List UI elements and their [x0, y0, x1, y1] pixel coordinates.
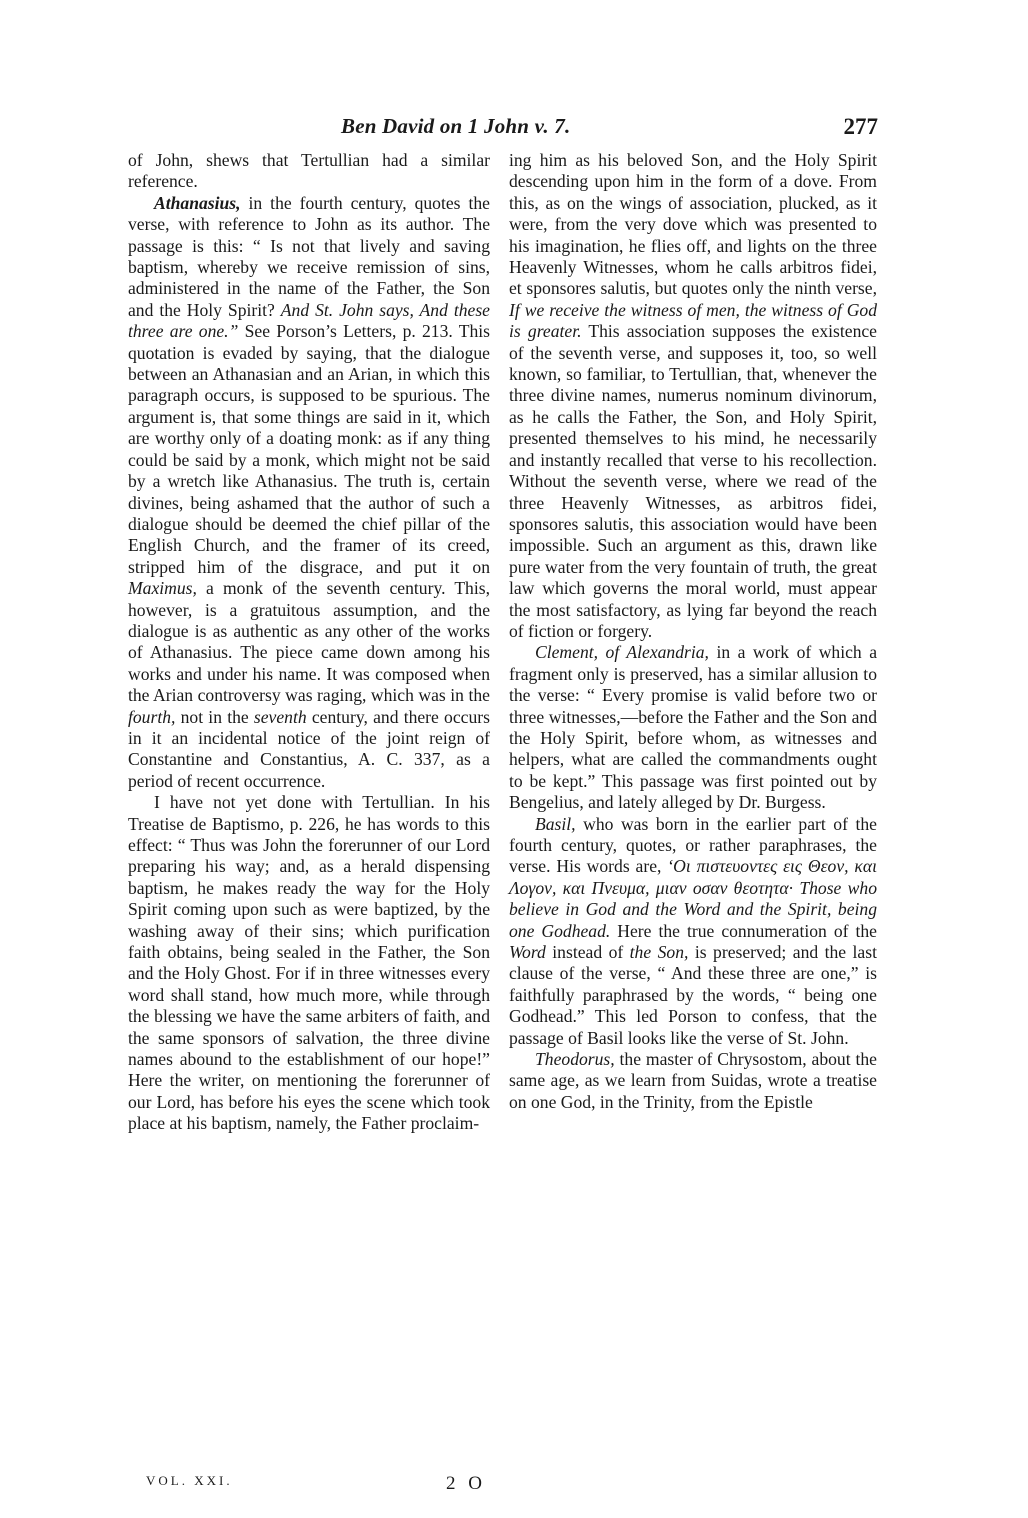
text: in a work of which a fragment only is preserved, has a similar allusion to the verse: “ Every promise is valid before two or three witnesses,—before the Father and the Son and the Holy Spirit, before whom, as witnesses and helpers, what are called the commandments ought to be kept.” This passage was first pointed out by Bengelius, and lately alleged by Dr. Burgess.: [509, 642, 877, 813]
quote-italic: Those who believe in God and the Word and the Spirit, being one Godhead.: [509, 877, 877, 941]
text: is preserved; and the last clause of the verse, “ And these three are one,” is faithfully paraphrased by the words, “ being one Godhead.” This led Porson to confess, that the passage of Basil looks like the verse of St. John.: [509, 942, 877, 1048]
volume-label: VOL. XXI.: [146, 1473, 233, 1488]
text: of John, shews that Tertullian had a similar reference.: [128, 150, 490, 192]
word-fourth: fourth,: [128, 706, 176, 727]
paragraph-basil: [509, 814, 877, 1049]
text: the master of Chrysostom, about the same age, as we learn from Suidas, wrote a treatise on one God, in the Trinity, from the Epistle: [509, 1049, 877, 1112]
paragraph-athanasius: [128, 193, 490, 792]
right-column: [509, 150, 877, 1113]
page-number: 277: [843, 114, 878, 139]
greek-quote: ‘Οι πιστευοντες εις Θεον, και Λογον, και Πνευμα, μιαν οσαν θεοτητα·: [509, 856, 877, 898]
text: not in the: [180, 706, 249, 727]
word-seventh: seventh: [253, 706, 307, 727]
text: I have not yet done with Tertullian. In his Treatise de Baptismo, p. 226, he has words to this effect: “ Thus was John the forerunner of our Lord preparing his way; and, as a herald dispensing baptism, he makes ready the way for the Holy Spirit coming upon such as were baptized, by the washing away of their sins; which purification faith obtains, being sealed in the Father, the Son and the Holy Ghost. For if in three witnesses every word shall stand, how much more, while through the blessing we have the same arbiters of faith, and the same sponsors of salvation, the three divine names abound to the establishment of our hope!” Here the writer, on mentioning the forerunner of our Lord, has before his eyes the scene which took place at his baptism, namely, the Father proclaim-: [128, 792, 490, 1134]
page-footer: [146, 1473, 486, 1499]
text: instead of: [552, 942, 624, 963]
text: See Porson’s Letters, p. 213. This quotation is evaded by saying, that the dialogue between an Athanasian and an Arian, in which this paragraph occurs, is supposed to be spurious. The argument is, that some things are said in it, which are worthy only of a doating monk: as if any thing could be said by a monk, which might not be said by a wretch like Athanasius. The truth is, certain divines, being ashamed that the author of such a dialogue should be deemed the chief pillar of the English Church, and the framer of its creed, stripped him of the disgrace, and put it on: [128, 321, 490, 577]
text: Here the true connumeration of the: [617, 920, 877, 941]
paragraph-clement: [509, 642, 877, 813]
paragraph-1: [128, 150, 490, 193]
text: This association supposes the existence of the seventh verse, and supposes it, too, so well known, so familiar, to Tertullian, that, whenever the three divine names, numerus nominum divinorum, as he calls the Father, the Son, and Holy Spirit, presented themselves to his mind, he necessarily and instantly recalled that verse to his recollection. Without the seventh verse, where we read of the three Heavenly Witnesses, as arbitros fidei, sponsores salutis, this association would have been impossible. Such an argument as this, drawn like pure water from the very fountain of truth, the great law which governs the moral world, must appear the most satisfactory, as lying far beyond the reach of fiction or forgery.: [509, 321, 877, 641]
running-title: Ben David on 1 John v. 7.: [341, 114, 571, 138]
left-column: [128, 150, 490, 1135]
word-the-son: the Son,: [629, 942, 689, 963]
name-basil: Basil,: [535, 813, 576, 834]
text: in the fourth century, quotes the verse, with reference to John as its author. The passage is this: “ Is not that lively and saving baptism, whereby we receive remission of sins, administered in the name of the Father, the Son and the Holy Spirit?: [128, 192, 490, 320]
quote-italic: If we receive the witness of men, the witness of God is greater.: [509, 299, 877, 342]
running-head: [128, 114, 878, 148]
paragraph-theodorus: [509, 1049, 877, 1113]
text: century, and there occurs in it an incidental notice of the joint reign of Constantine and Constantius, A. C. 337, as a period of recent occurrence.: [128, 706, 490, 791]
word-word: Word: [509, 942, 546, 963]
text: a monk of the seventh century. This, however, is a gratuitous assumption, and the dialogue is as authentic as any other of the works of Athanasius. The piece came down among his works and under his name. It was composed when the Arian controversy was raging, which was in the: [128, 578, 490, 706]
signature-mark: 2 O: [446, 1473, 486, 1494]
quote-italic: And St. John says, And these three are one.”: [128, 299, 490, 342]
name-maximus: Maximus,: [128, 578, 197, 599]
name-clement: Clement, of Alexandria,: [535, 642, 709, 663]
name-athanasius: Athanasius,: [154, 192, 241, 213]
text: ing him as his beloved Son, and the Holy Spirit descending upon him in the form of a dove. From this, as on the wings of association, plucked, as it were, from the very dove which was presented to his imagination, he flies off, and lights on the three Heavenly Witnesses, whom he calls arbitros fidei, et sponsores salutis, but quotes only the ninth verse,: [509, 150, 877, 299]
name-theodorus: Theodorus,: [535, 1049, 615, 1070]
paragraph-continued: [509, 150, 877, 642]
paragraph-tertullian: [128, 792, 490, 1135]
text: who was born in the earlier part of the fourth century, quotes, or rather paraphrases, the verse. His words are,: [509, 813, 877, 877]
